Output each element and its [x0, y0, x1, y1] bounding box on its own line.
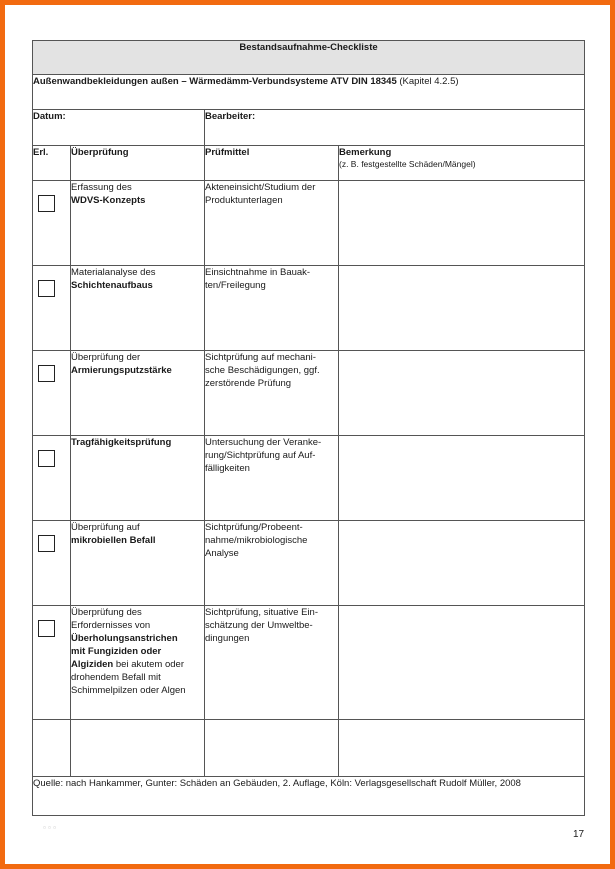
done-checkbox[interactable]	[38, 620, 55, 637]
subtitle-chapter: (Kapitel 4.2.5)	[396, 76, 459, 87]
means-text-line: sche Beschädigungen, ggf.	[205, 365, 320, 376]
done-cell	[33, 436, 71, 521]
check-cell	[71, 606, 205, 720]
check-cell	[71, 436, 205, 521]
check-cell	[71, 351, 205, 436]
remark-header-label: Bemerkung	[339, 147, 392, 158]
check-text-line	[71, 521, 204, 534]
means-text-line: Akteneinsicht/Studium der	[205, 182, 316, 193]
check-text-line	[71, 671, 204, 684]
check-text-segment: mit Fungiziden oder	[71, 646, 162, 657]
means-cell	[205, 436, 339, 521]
done-checkbox[interactable]	[38, 535, 55, 552]
means-cell	[205, 181, 339, 266]
check-text-line	[71, 619, 204, 632]
check-text-segment: Algiziden	[71, 659, 114, 670]
means-text-line: Sichtprüfung/Probeent-	[205, 522, 303, 533]
checklist-subtitle	[33, 75, 585, 110]
date-field-label[interactable]: Datum:	[33, 110, 205, 146]
check-text-line	[71, 684, 204, 697]
editor-field-label[interactable]: Bearbeiter:	[205, 110, 585, 146]
checklist-row	[33, 351, 585, 436]
done-cell	[33, 521, 71, 606]
check-text-segment: mikrobiellen Befall	[71, 535, 156, 546]
means-text-line: Untersuchung der Veranke-	[205, 437, 322, 448]
done-checkbox[interactable]	[38, 280, 55, 297]
means-text-line: rung/Sichtprüfung auf Auf-	[205, 450, 316, 461]
check-text-segment: Überprüfung des	[71, 607, 142, 618]
check-text-line	[71, 606, 204, 619]
check-text-segment: Überprüfung der	[71, 352, 141, 363]
check-text-line	[71, 266, 204, 279]
empty-cell-means[interactable]	[205, 720, 339, 777]
remark-cell[interactable]	[339, 606, 585, 720]
check-text-segment: Tragfähigkeitsprüfung	[71, 437, 172, 448]
check-text-segment: Schimmelpilzen oder Algen	[71, 685, 186, 696]
watermark-mark: ▫ ▫ ▫	[43, 823, 56, 832]
means-text-line: zerstörende Prüfung	[205, 378, 292, 389]
check-text-line	[71, 534, 204, 547]
means-text-line: ten/Freilegung	[205, 280, 266, 291]
check-text-segment: Schichtenaufbaus	[71, 280, 153, 291]
empty-cell-done[interactable]	[33, 720, 71, 777]
column-header-check: Überprüfung	[71, 146, 205, 181]
check-text-line	[71, 658, 204, 671]
done-cell	[33, 181, 71, 266]
check-text-line	[71, 194, 204, 207]
means-cell	[205, 266, 339, 351]
check-text-segment: Erfassung des	[71, 182, 132, 193]
remark-header-hint: (z. B. festgestellte Schäden/Mängel)	[339, 159, 476, 169]
remark-cell[interactable]	[339, 521, 585, 606]
checklist-title: Bestandsaufnahme-Checkliste	[33, 41, 585, 75]
column-header-done: Erl.	[33, 146, 71, 181]
means-text-line: nahme/mikrobiologische	[205, 535, 308, 546]
check-text-line	[71, 632, 204, 645]
empty-cell-check[interactable]	[71, 720, 205, 777]
check-text-line	[71, 436, 204, 449]
means-text-line: Einsichtnahme in Bauak-	[205, 267, 311, 278]
check-text-line	[71, 351, 204, 364]
check-text-segment: drohendem Befall mit	[71, 672, 161, 683]
checklist-row	[33, 181, 585, 266]
means-text-line: Analyse	[205, 548, 239, 559]
checklist-row	[33, 436, 585, 521]
check-cell	[71, 521, 205, 606]
remark-cell[interactable]	[339, 351, 585, 436]
check-text-line	[71, 645, 204, 658]
column-header-means: Prüfmittel	[205, 146, 339, 181]
empty-cell-remark[interactable]	[339, 720, 585, 777]
remark-cell[interactable]	[339, 436, 585, 521]
means-cell	[205, 606, 339, 720]
subtitle-bold: Außenwandbekleidungen außen – Wärmedämm-Verbundsysteme ATV DIN 18345	[33, 76, 397, 87]
check-text-segment: WDVS-Konzepts	[71, 195, 146, 206]
checklist-row	[33, 521, 585, 606]
checklist-row	[33, 606, 585, 720]
check-text-line	[71, 279, 204, 292]
check-text-line	[71, 181, 204, 194]
check-text-segment: Überprüfung auf	[71, 522, 140, 533]
page-number: 17	[573, 829, 585, 840]
check-text-tail: bei akutem oder	[113, 659, 184, 670]
means-cell	[205, 521, 339, 606]
check-cell	[71, 181, 205, 266]
remark-cell[interactable]	[339, 266, 585, 351]
means-text-line: fälligkeiten	[205, 463, 250, 474]
column-header-remark	[339, 146, 585, 181]
remark-cell[interactable]	[339, 181, 585, 266]
check-cell	[71, 266, 205, 351]
means-text-line: Sichtprüfung, situative Ein-	[205, 607, 319, 618]
done-cell	[33, 606, 71, 720]
means-text-line: dingungen	[205, 633, 250, 644]
check-text-segment: Erfordernisses von	[71, 620, 151, 631]
check-text-segment: Materialanalyse des	[71, 267, 156, 278]
checklist-row	[33, 266, 585, 351]
check-text-segment: Überholungsanstrichen	[71, 633, 178, 644]
check-text-line	[71, 364, 204, 377]
done-checkbox[interactable]	[38, 195, 55, 212]
check-text-segment: Armierungsputzstärke	[71, 365, 172, 376]
done-checkbox[interactable]	[38, 450, 55, 467]
done-cell	[33, 266, 71, 351]
means-text-line: schätzung der Umweltbe-	[205, 620, 313, 631]
done-cell	[33, 351, 71, 436]
source-citation: Quelle: nach Hankammer, Gunter: Schäden an Gebäuden, 2. Auflage, Köln: Verlagsgesellschaft Rudolf Müller, 2008	[33, 777, 585, 816]
means-text-line: Produktunterlagen	[205, 195, 283, 206]
means-cell	[205, 351, 339, 436]
means-text-line: Sichtprüfung auf mechani-	[205, 352, 316, 363]
done-checkbox[interactable]	[38, 365, 55, 382]
checklist-table	[32, 40, 585, 816]
